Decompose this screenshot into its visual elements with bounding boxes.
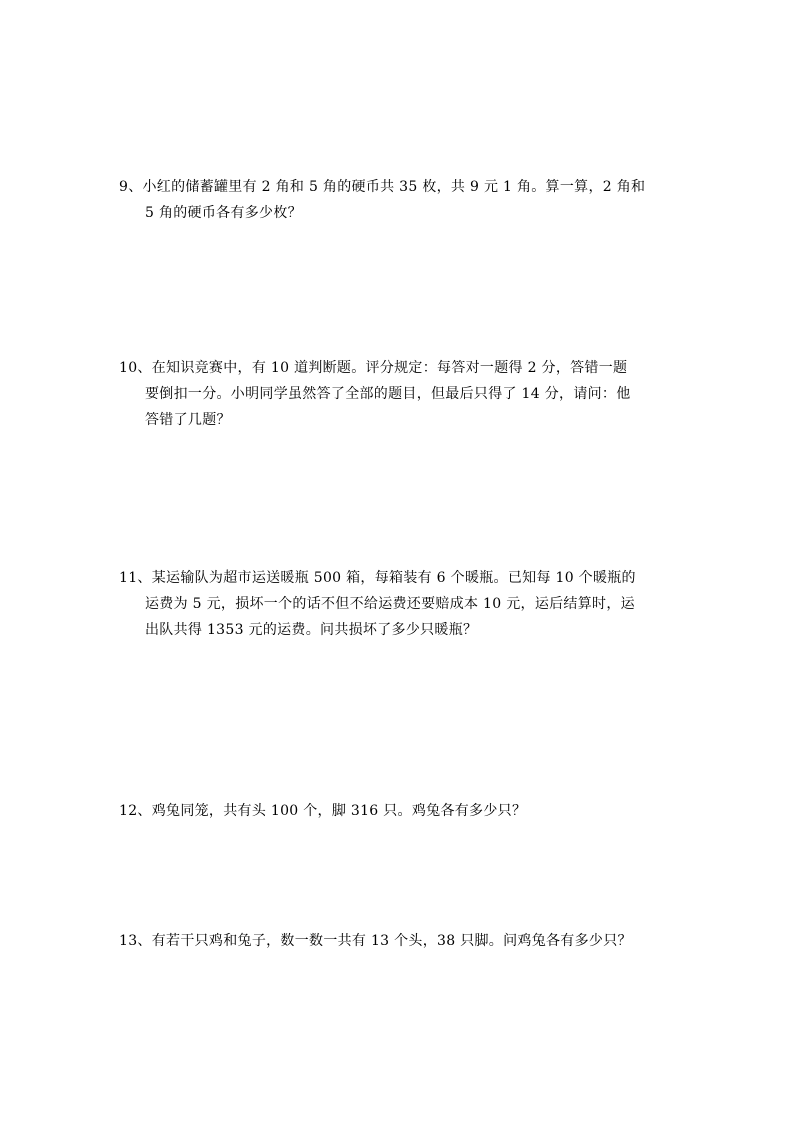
problem-text-line: 答错了几题？: [145, 412, 231, 428]
problem-text-line: 13、有若干只鸡和兔子，数一数一共有 13 个头，38 只脚。问鸡兔各有多少只？: [119, 933, 632, 949]
problem-11: [119, 565, 679, 643]
problem-text-line: 出队共得 1353 元的运费。问共损坏了多少只暖瓶？: [145, 622, 478, 638]
problem-13: [119, 928, 679, 954]
problem-text-line: 10、在知识竞赛中，有 10 道判断题。评分规定：每答对一题得 2 分，答错一题: [119, 360, 628, 376]
problem-12: [119, 798, 679, 824]
problem-text-line: 11、某运输队为超市运送暖瓶 500 箱，每箱装有 6 个暖瓶。已知每 10 个暖瓶的: [119, 570, 636, 586]
problem-9: [119, 174, 679, 226]
problem-text-line: 9、小红的储蓄罐里有 2 角和 5 角的硬币共 35 枚，共 9 元 1 角。算一算，2 角和: [119, 179, 646, 195]
problem-10: [119, 355, 679, 433]
problem-text-line: 12、鸡兔同笼，共有头 100 个，脚 316 只。鸡兔各有多少只？: [119, 803, 527, 819]
problem-text-line: 运费为 5 元，损坏一个的话不但不给运费还要赔成本 10 元，运后结算时，运: [145, 596, 635, 612]
problem-text-line: 5 角的硬币各有多少枚？: [145, 205, 302, 221]
problem-text-line: 要倒扣一分。小明同学虽然答了全部的题目，但最后只得了 14 分，请问：他: [145, 386, 631, 402]
